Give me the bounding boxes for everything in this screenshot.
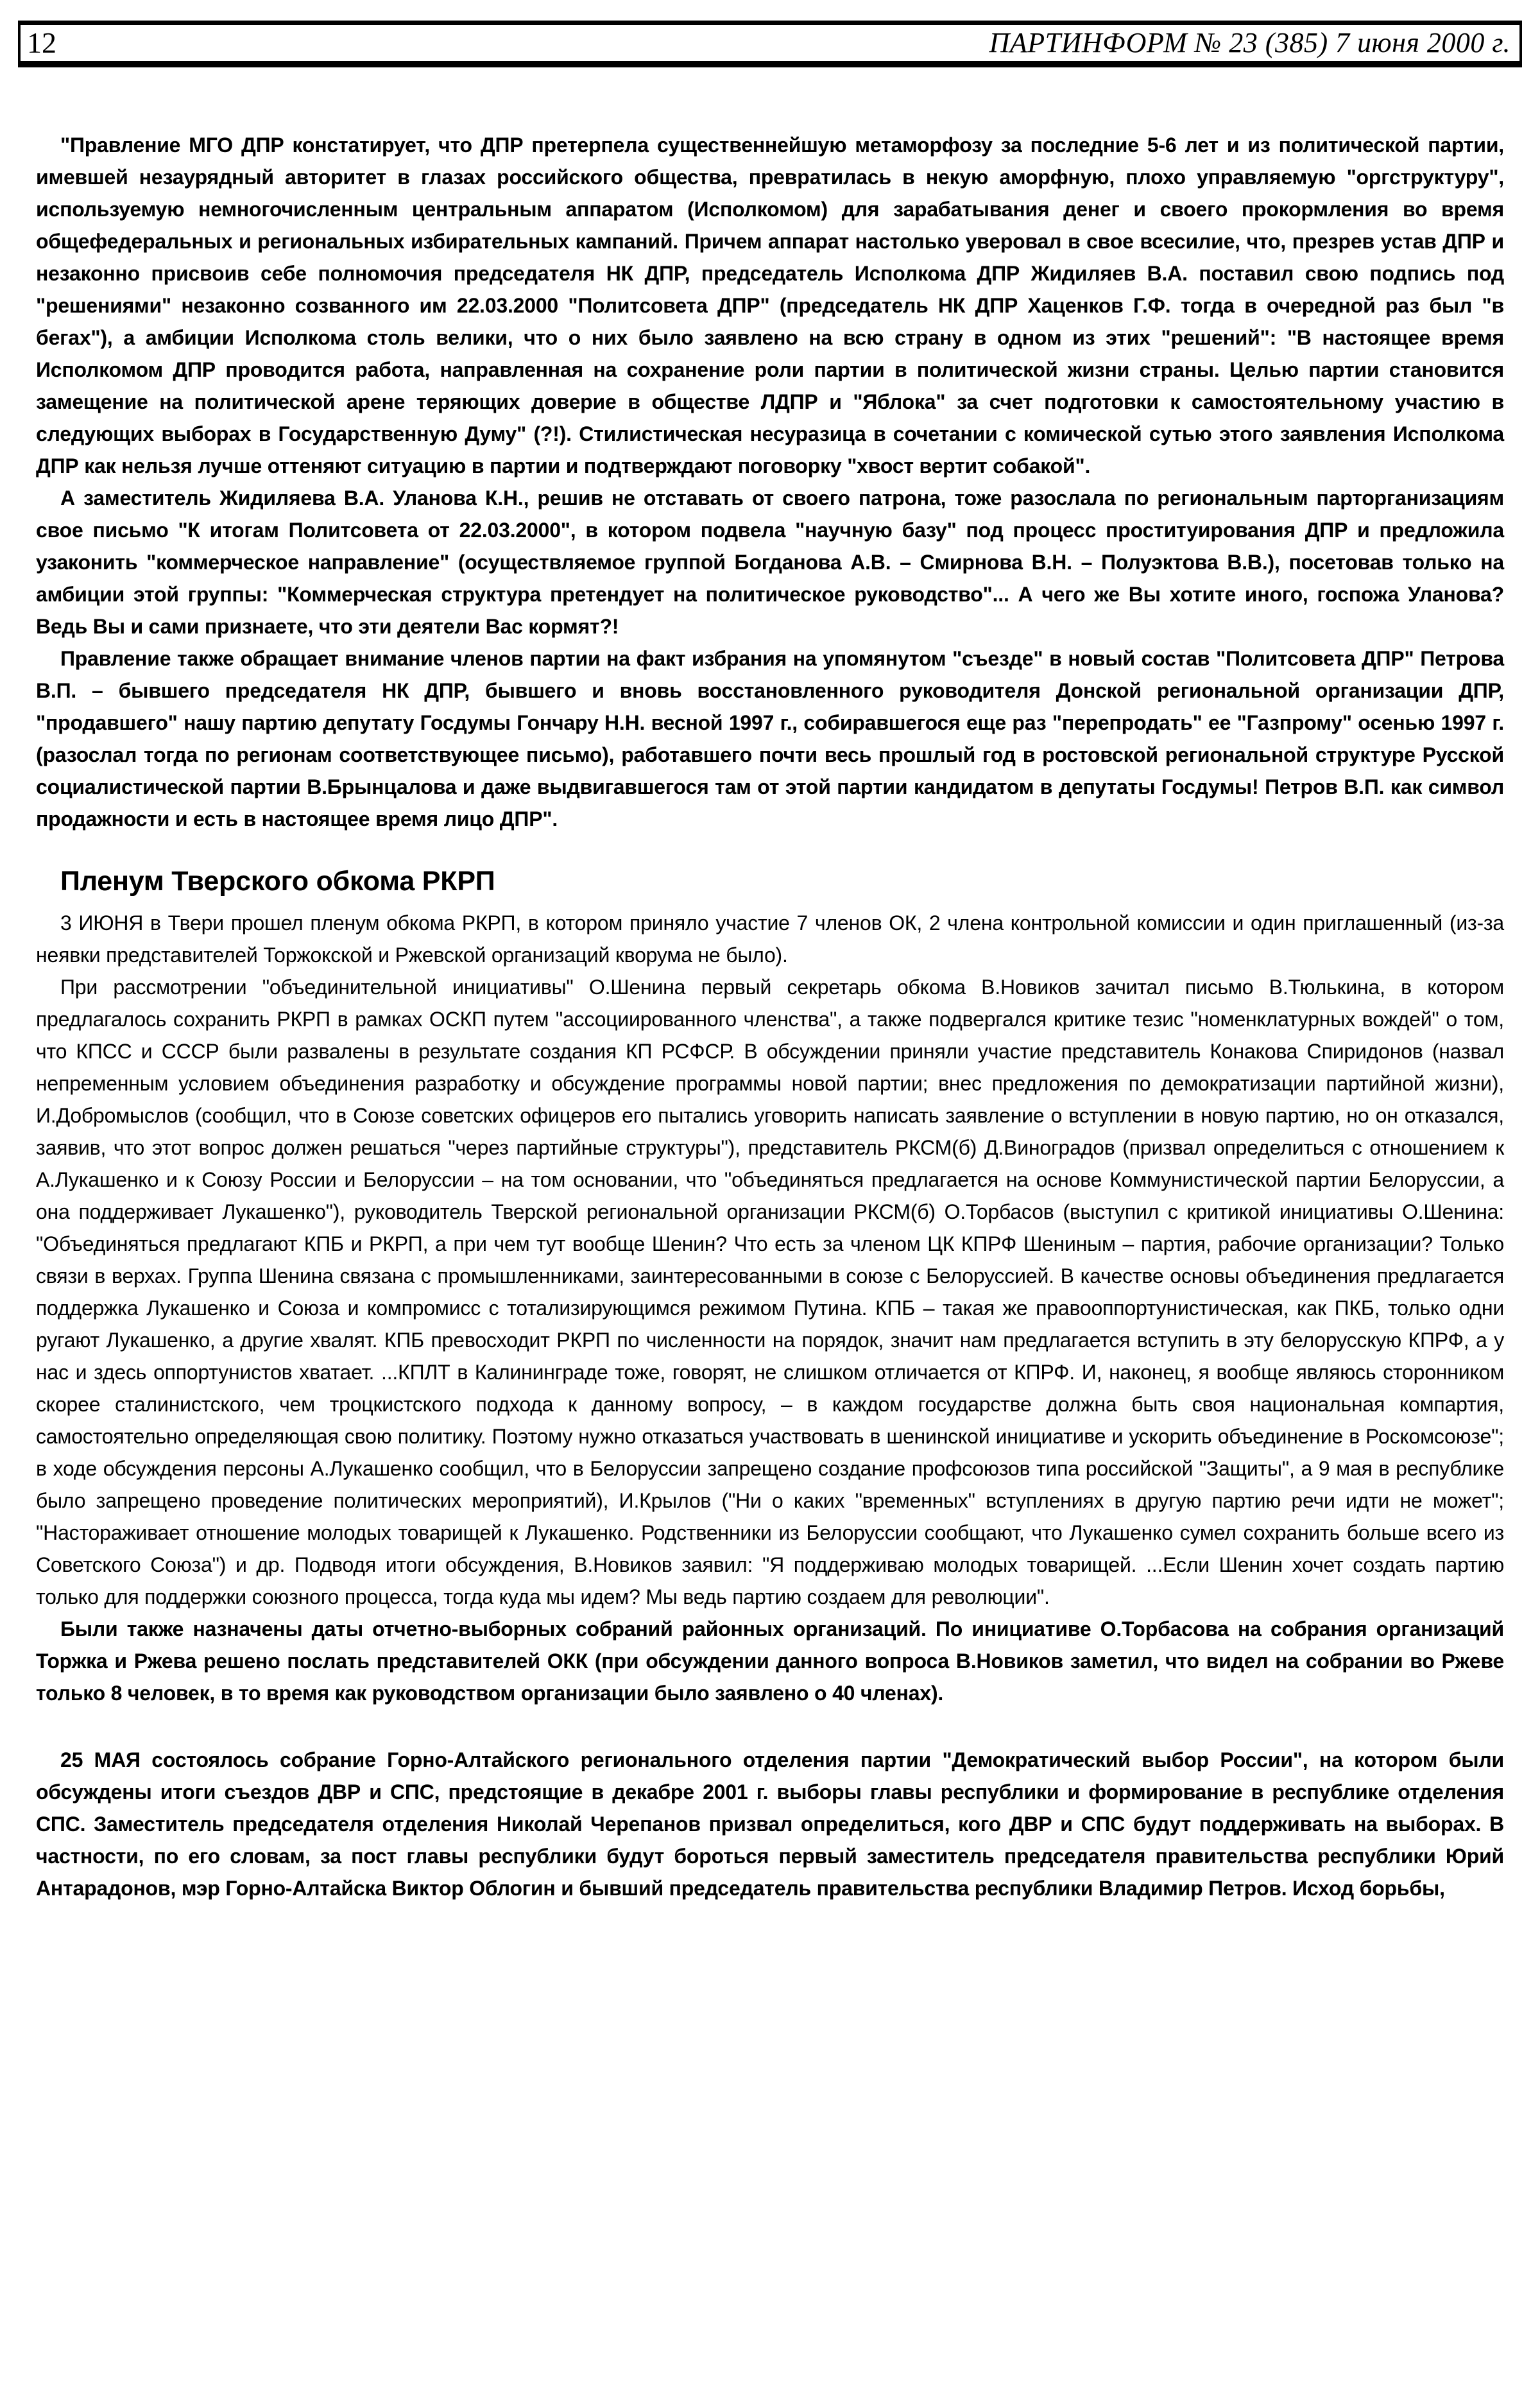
- paragraph-dpr-statement-2: А заместитель Жидиляева В.А. Уланова К.Н., решив не отставать от своего патрона, тоже разослала по региональным парторганизациям свое письмо "К итогам Политсовета от 22.03.2000", в котором подвела "научную базу" под процесс проституирования ДПР и предложила узаконить "коммерческое направление" (осуществляемое группой Богданова А.В. – Смирнова В.Н. – Полуэктова В.В.), посетовав только на амбиции этой группы: "Коммерческая структура претендует на политическое руководство"... А чего же Вы хотите иного, госпожа Уланова? Ведь Вы и сами признаете, что эти деятели Вас кормят?!: [36, 487, 1504, 638]
- paragraph-rkrp-2: При рассмотрении "объединительной инициативы" О.Шенина первый секретарь обкома В.Новиков зачитал письмо В.Тюлькина, в котором предлагалось сохранить РКРП в рамках ОСКП путем "ассоциированного членства", а также подвергался критике тезис "номенклатурных вождей" о том, что КПСС и СССР были развалены в результате создания КП РСФСР. В обсуждении приняли участие представитель Конакова Спиридонов (назвал непременным условием объединения разработку и обсуждение программы новой партии; внес предложения по демократизации партийной жизни), И.Добромыслов (сообщил, что в Союзе советских офицеров его пытались уговорить написать заявление о вступлении в новую партию, но он отказался, заявив, что этот вопрос должен решаться "через партийные структуры"), представитель РКСМ(б) Д.Виноградов (призвал определиться с отношением к А.Лукашенко и к Союзу России и Белоруссии – на том основании, что "объединяться предлагается на основе Коммунистической партии Белоруссии, а она поддерживает Лукашенко"), руководитель Тверской региональной организации РКСМ(б) О.Торбасов (выступил с критикой инициативы О.Шенина: "Объединяться предлагают КПБ и РКРП, а при чем тут вообще Шенин? Что есть за членом ЦК КПРФ Шениным – партия, рабочие организации? Только связи в верхах. Группа Шенина связана с промышленниками, заинтересованными в союзе с Белоруссией. В качестве основы объединения предлагается поддержка Лукашенко и Союза и компромисс с тотализирующимся режимом Путина. КПБ – такая же правооппортунистическая, как ПКБ, только одни ругают Лукашенко, а другие хвалят. КПБ превосходит РКРП по численности на порядок, значит нам предлагается вступить в эту белорусскую КПРФ, а у нас и здесь оппортунистов хватает. ...КПЛТ в Калининграде тоже, говорят, не слишком отличается от КПРФ. И, наконец, я вообще являюсь сторонником скорее сталинистского, чем троцкистского подхода к данному вопросу, – в каждом государстве должна быть своя национальная компартия, самостоятельно определяющая свою политику. Поэтому нужно отказаться участвовать в шенинской инициативе и ускорить объединение в Роскомсоюзе"; в ходе обсуждения персоны А.Лукашенко сообщил, что в Белоруссии запрещено создание профсоюзов типа российской "Защиты", а 9 мая в республике было запрещено проведение политических мероприятий), И.Крылов ("Ни о каких "временных" вступлениях в другую партию речи идти не может"; "Настораживает отношение молодых товарищей к Лукашенко. Родственники из Белоруссии сообщают, что Лукашенко сумел сохранить больше всего из Советского Союза") и др. Подводя итоги обсуждения, В.Новиков заявил: "Я поддерживаю молодых товарищей. ...Если Шенин хочет создать партию только для поддержки союзного процесса, тогда куда мы идем? Мы ведь партию создаем для революции".: [36, 976, 1504, 1608]
- page-header: [18, 21, 1522, 67]
- section-heading-rkrp-plenum: Пленум Тверского обкома РКРП: [60, 866, 495, 897]
- paragraph-dvr-1: 25 МАЯ состоялось собрание Горно-Алтайского регионального отделения партии "Демократический выбор России", на котором были обсуждены итоги съездов ДВР и СПС, предстоящие в декабре 2001 г. выборы главы республики и формирование в республике отделения СПС. Заместитель председателя отделения Николай Черепанов призвал определиться, кого ДВР и СПС будут поддерживать на выборах. В частности, по его словам, за пост главы республики будут бороться первый заместитель председателя правительства республики Юрий Антарадонов, мэр Горно-Алтайска Виктор Облогин и бывший председатель правительства республики Владимир Петров. Исход борьбы,: [36, 1748, 1504, 1900]
- article-rkrp-plenum: [36, 866, 1504, 1709]
- page-number: 12: [27, 26, 56, 59]
- paragraph-dpr-statement-3: Правление также обращает внимание членов партии на факт избрания на упомянутом "съезде" в новый состав "Политсовета ДПР" Петрова В.П. – бывшего председателя НК ДПР, бывшего и вновь восстановленного руководителя Донской региональной организации ДПР, "продавшего" нашу партию депутату Госдумы Гончару Н.Н. весной 1997 г., собиравшегося еще раз "перепродать" ее "Газпрому" осенью 1997 г. (разослал тогда по регионам соответствующее письмо), работавшего почти весь прошлый год в ростовской региональной структуре Русской социалистической партии В.Брынцалова и даже выдвигавшегося там от этой партии кандидатом в депутаты Госдумы! Петров В.П. как символ продажности и есть в настоящее время лицо ДПР".: [36, 647, 1504, 831]
- paragraph-rkrp-1: 3 ИЮНЯ в Твери прошел пленум обкома РКРП, в котором приняло участие 7 членов ОК, 2 члена контрольной комиссии и один приглашенный (из-за неявки представителей Торжокской и Ржевской организаций кворума не было).: [36, 911, 1504, 967]
- page-content: [36, 129, 1504, 1904]
- scanned-newsletter-page: [0, 21, 1540, 2403]
- article-dpr-statement: [36, 129, 1504, 835]
- issue-title: ПАРТИНФОРМ № 23 (385) 7 июня 2000 г.: [989, 27, 1510, 58]
- paragraph-rkrp-3: Были также назначены даты отчетно-выборных собраний районных организаций. По инициативе О.Торбасова на собрания организаций Торжка и Ржева решено послать представителей ОКК (при обсуждении данного вопроса В.Новиков заметил, что видел на собрании во Ржеве только 8 человек, в то время как руководством организации было заявлено о 40 членах).: [36, 1617, 1504, 1705]
- paragraph-dpr-statement-1: "Правление МГО ДПР констатирует, что ДПР претерпела существеннейшую метаморфозу за последние 5-6 лет и из политической партии, имевшей незаурядный авторитет в глазах российского общества, превратилась в некую аморфную, плохо управляемую "оргструктуру", используемую немногочисленным центральным аппаратом (Исполкомом) для зарабатывания денег и своего прокормления во время общефедеральных и региональных избирательных кампаний. Причем аппарат настолько уверовал в свое всесилие, что, презрев устав ДПР и незаконно присвоив себе полномочия председателя НК ДПР, председатель Исполкома ДПР Жидиляев В.А. поставил свою подпись под "решениями" незаконно созванного им 22.03.2000 "Политсовета ДПР" (председатель НК ДПР Хаценков Г.Ф. тогда в очередной раз был "в бегах"), а амбиции Исполкома столь велики, что о них было заявлено на всю страну в одном из этих "решений": "В настоящее время Исполкомом ДПР проводится работа, направленная на сохранение роли партии в политической жизни страны. Целью партии становится замещение на политической арене теряющих доверие в обществе ЛДПР и "Яблока" за счет подготовки к самостоятельному участию в следующих выборах в Государственную Думу" (?!). Стилистическая несуразица в сочетании с комической сутью этого заявления Исполкома ДПР как нельзя лучше оттеняют ситуацию в партии и подтверждают поговорку "хвост вертит собакой".: [36, 134, 1504, 478]
- article-dvr-gorno-altai: [36, 1744, 1504, 1904]
